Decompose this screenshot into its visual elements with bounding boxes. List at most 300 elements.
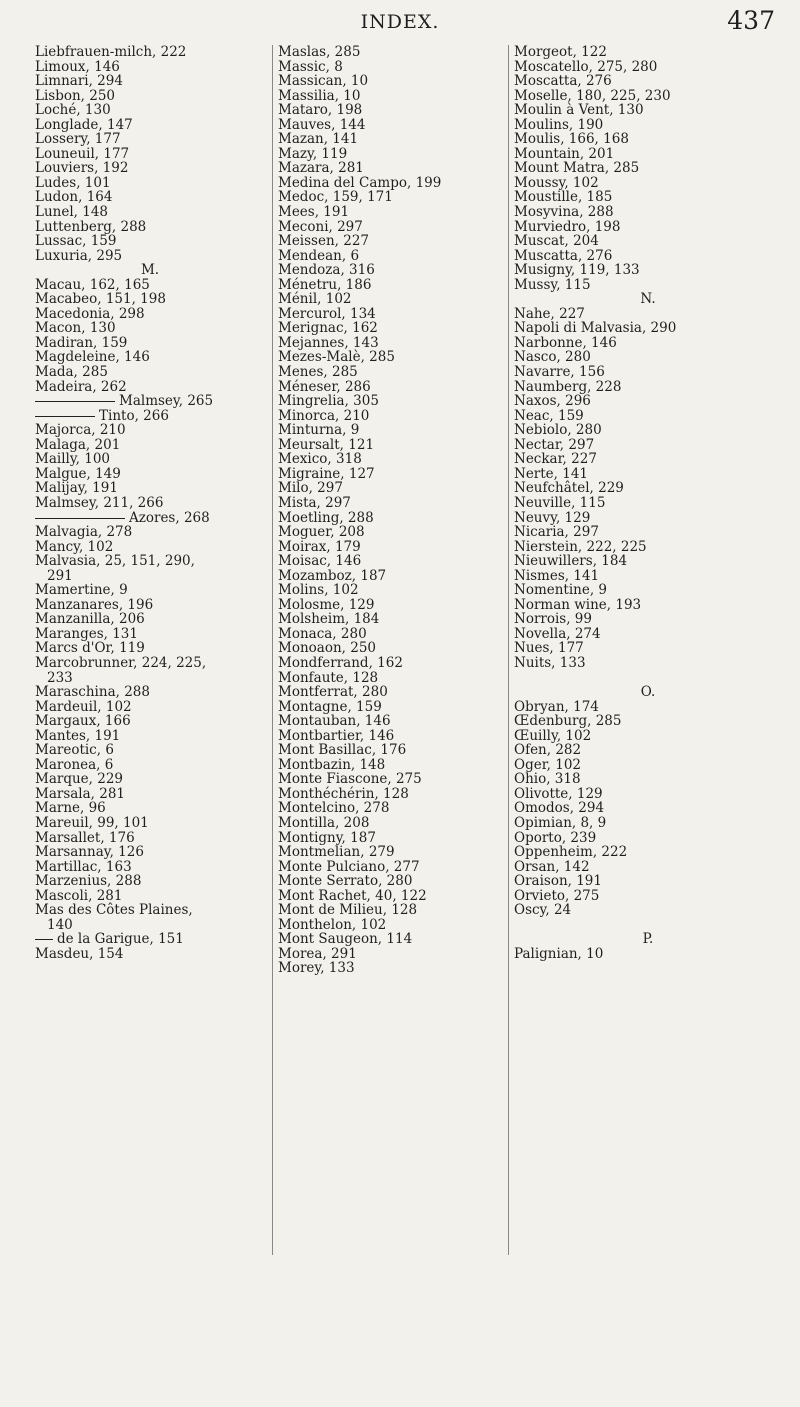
index-entry xyxy=(278,845,516,860)
entry-text: Mareotic, 6 xyxy=(35,742,114,759)
entry-text: Maronea, 6 xyxy=(35,756,114,773)
index-entry xyxy=(35,220,265,235)
index-entry xyxy=(278,307,516,322)
index-entry xyxy=(278,481,516,496)
entry-text: Nebiolo, 280 xyxy=(514,422,602,439)
entry-text: Neac, 159 xyxy=(514,407,584,424)
entry-text: Molsheim, 184 xyxy=(278,611,380,628)
index-entry xyxy=(35,860,265,875)
index-entry xyxy=(35,249,265,264)
index-entry xyxy=(514,409,782,424)
index-entry xyxy=(35,176,265,191)
entry-text: Meissen, 227 xyxy=(278,233,370,250)
entry-text: Muscatta, 276 xyxy=(514,247,613,264)
index-entry xyxy=(514,700,782,715)
entry-text: Ludes, 101 xyxy=(35,174,111,191)
entry-text: Œdenburg, 285 xyxy=(514,713,622,730)
index-entry xyxy=(278,947,516,962)
entry-text: Ofen, 282 xyxy=(514,742,582,759)
entry-text: Marsannay, 126 xyxy=(35,844,144,861)
entry-text: Medoc, 159, 171 xyxy=(278,189,393,206)
entry-text: Monthelon, 102 xyxy=(278,916,387,933)
entry-text: Morea, 291 xyxy=(278,945,357,962)
entry-text: Neckar, 227 xyxy=(514,451,597,468)
index-entry xyxy=(514,947,782,962)
entry-text: Montigny, 187 xyxy=(278,829,376,846)
entry-text: Majorca, 210 xyxy=(35,422,126,439)
ditto-dash xyxy=(35,401,115,402)
entry-text: Montferrat, 280 xyxy=(278,684,388,701)
entry-text: Mista, 297 xyxy=(278,494,351,511)
entry-text: Molosme, 129 xyxy=(278,596,375,613)
entry-text: Moussy, 102 xyxy=(514,174,599,191)
index-entry xyxy=(278,147,516,162)
index-entry xyxy=(278,220,516,235)
entry-text: Oger, 102 xyxy=(514,756,582,773)
index-entry xyxy=(278,423,516,438)
index-entry xyxy=(278,918,516,933)
entry-text: Manzanilla, 206 xyxy=(35,611,145,628)
index-entry xyxy=(35,671,265,686)
index-entry xyxy=(278,583,516,598)
entry-text: Oscy, 24 xyxy=(514,902,572,919)
index-entry xyxy=(514,903,782,918)
entry-text: Olivotte, 129 xyxy=(514,785,603,802)
index-entry xyxy=(514,74,782,89)
index-entry xyxy=(514,45,782,60)
index-entry xyxy=(514,190,782,205)
index-entry xyxy=(35,598,265,613)
index-entry xyxy=(35,511,265,526)
index-entry xyxy=(514,511,782,526)
entry-text: Martillac, 163 xyxy=(35,858,132,875)
index-entry xyxy=(278,234,516,249)
entry-text: Mareuil, 99, 101 xyxy=(35,814,149,831)
entry-text: Neuville, 115 xyxy=(514,494,606,511)
entry-text: Maraschina, 288 xyxy=(35,684,150,701)
entry-text: Mingrelia, 305 xyxy=(278,393,379,410)
index-entry xyxy=(35,496,265,511)
index-entry xyxy=(514,321,782,336)
entry-text: Monaca, 280 xyxy=(278,625,367,642)
index-entry xyxy=(278,685,516,700)
entry-text: Malmsey, 211, 266 xyxy=(35,494,164,511)
index-entry xyxy=(278,554,516,569)
entry-text: Lossery, 177 xyxy=(35,131,121,148)
index-entry xyxy=(35,903,265,918)
index-entry xyxy=(35,190,265,205)
entry-text: Marsala, 281 xyxy=(35,785,126,802)
entry-text: 233 xyxy=(47,669,73,686)
entry-text: Moscatello, 275, 280 xyxy=(514,58,658,75)
entry-text: Manzanares, 196 xyxy=(35,596,154,613)
index-entry xyxy=(35,452,265,467)
index-entry xyxy=(35,132,265,147)
entry-text: Mazan, 141 xyxy=(278,131,359,148)
entry-text: Moustille, 185 xyxy=(514,189,613,206)
index-entry xyxy=(278,932,516,947)
entry-text: Mont Basillac, 176 xyxy=(278,742,407,759)
entry-text: Mamertine, 9 xyxy=(35,582,128,599)
index-entry xyxy=(278,60,516,75)
index-entry xyxy=(278,292,516,307)
index-entry xyxy=(35,714,265,729)
section-letter xyxy=(514,932,782,947)
entry-text: Oppenheim, 222 xyxy=(514,844,628,861)
index-entry xyxy=(514,889,782,904)
entry-text: Marne, 96 xyxy=(35,800,106,817)
entry-text: O. xyxy=(640,684,656,701)
index-column-left xyxy=(35,45,265,961)
index-entry xyxy=(35,161,265,176)
index-entry xyxy=(35,89,265,104)
entry-text: Macabeo, 151, 198 xyxy=(35,291,166,308)
index-entry xyxy=(278,889,516,904)
entry-text: Mejannes, 143 xyxy=(278,334,379,351)
entry-text: Nuits, 133 xyxy=(514,654,586,671)
index-entry xyxy=(278,816,516,831)
index-entry xyxy=(278,263,516,278)
index-entry xyxy=(278,89,516,104)
index-entry xyxy=(35,540,265,555)
entry-text: Narbonne, 146 xyxy=(514,334,617,351)
index-entry xyxy=(35,278,265,293)
ditto-dash xyxy=(35,939,53,940)
entry-text: Masdeu, 154 xyxy=(35,945,124,962)
entry-text: Obryan, 174 xyxy=(514,698,599,715)
entry-text: Nierstein, 222, 225 xyxy=(514,538,647,555)
index-entry xyxy=(35,205,265,220)
entry-text: Montagne, 159 xyxy=(278,698,382,715)
index-entry xyxy=(514,118,782,133)
entry-text: M. xyxy=(140,262,160,279)
index-entry xyxy=(35,365,265,380)
entry-text: Marque, 229 xyxy=(35,771,124,788)
index-entry xyxy=(514,569,782,584)
index-entry xyxy=(35,423,265,438)
entry-text: Louneuil, 177 xyxy=(35,145,130,162)
entry-text: Oraison, 191 xyxy=(514,873,602,890)
index-entry xyxy=(514,380,782,395)
entry-text: Nismes, 141 xyxy=(514,567,600,584)
index-entry xyxy=(514,365,782,380)
entry-text: Mardeuil, 102 xyxy=(35,698,132,715)
index-entry xyxy=(35,380,265,395)
entry-text: Macedonia, 298 xyxy=(35,305,145,322)
section-letter xyxy=(514,685,782,700)
entry-text: Marsallet, 176 xyxy=(35,829,135,846)
index-entry xyxy=(514,278,782,293)
entry-text: Moscatta, 276 xyxy=(514,73,612,90)
index-entry xyxy=(35,583,265,598)
entry-text: Malvasia, 25, 151, 290, xyxy=(35,553,195,570)
entry-text: Mendean, 6 xyxy=(278,247,360,264)
entry-text: Mexico, 318 xyxy=(278,451,362,468)
entry-text: Monfaute, 128 xyxy=(278,669,379,686)
index-entry xyxy=(514,350,782,365)
index-entry xyxy=(514,249,782,264)
spacer xyxy=(514,671,782,686)
entry-text: Tinto, 266 xyxy=(99,407,169,424)
entry-text: Mada, 285 xyxy=(35,364,108,381)
entry-text: Orsan, 142 xyxy=(514,858,590,875)
entry-text: Moulins, 190 xyxy=(514,116,604,133)
entry-text: Opimian, 8, 9 xyxy=(514,814,607,831)
index-entry xyxy=(35,350,265,365)
index-entry xyxy=(278,758,516,773)
entry-text: Ludon, 164 xyxy=(35,189,113,206)
index-entry xyxy=(514,496,782,511)
index-entry xyxy=(514,787,782,802)
index-entry xyxy=(514,758,782,773)
index-entry xyxy=(278,540,516,555)
entry-text: Naumberg, 228 xyxy=(514,378,622,395)
entry-text: de la Garigue, 151 xyxy=(57,931,184,948)
entry-text: Mozamboz, 187 xyxy=(278,567,387,584)
entry-text: Novella, 274 xyxy=(514,625,601,642)
entry-text: Luxuria, 295 xyxy=(35,247,123,264)
index-entry xyxy=(278,961,516,976)
entry-text: Mont Rachet, 40, 122 xyxy=(278,887,427,904)
entry-text: Montauban, 146 xyxy=(278,713,391,730)
entry-text: Murviedro, 198 xyxy=(514,218,621,235)
entry-text: Musigny, 119, 133 xyxy=(514,262,640,279)
index-entry xyxy=(514,656,782,671)
section-letter xyxy=(35,263,265,278)
index-entry xyxy=(35,932,265,947)
entry-text: Malijay, 191 xyxy=(35,480,118,497)
index-entry xyxy=(35,481,265,496)
index-entry xyxy=(278,598,516,613)
entry-text: Orvieto, 275 xyxy=(514,887,600,904)
index-entry xyxy=(514,540,782,555)
index-entry xyxy=(514,161,782,176)
index-entry xyxy=(278,656,516,671)
entry-text: Minturna, 9 xyxy=(278,422,360,439)
entry-text: Moselle, 180, 225, 230 xyxy=(514,87,671,104)
entry-text: Méneser, 286 xyxy=(278,378,371,395)
entry-text: Madiran, 159 xyxy=(35,334,128,351)
entry-text: Malvagia, 278 xyxy=(35,524,133,541)
index-entry xyxy=(35,321,265,336)
entry-text: Migraine, 127 xyxy=(278,465,375,482)
index-entry xyxy=(278,103,516,118)
index-entry xyxy=(514,583,782,598)
ditto-dash xyxy=(35,416,95,417)
index-entry xyxy=(278,714,516,729)
index-entry xyxy=(514,554,782,569)
index-entry xyxy=(278,336,516,351)
index-entry xyxy=(514,641,782,656)
entry-text: Montelcino, 278 xyxy=(278,800,390,817)
index-entry xyxy=(514,147,782,162)
index-entry xyxy=(278,278,516,293)
index-entry xyxy=(278,671,516,686)
entry-text: Meconi, 297 xyxy=(278,218,363,235)
index-entry xyxy=(35,816,265,831)
entry-text: Magdeleine, 146 xyxy=(35,349,150,366)
entry-text: Maslas, 285 xyxy=(278,44,361,60)
entry-text: Moirax, 179 xyxy=(278,538,361,555)
entry-text: Mussy, 115 xyxy=(514,276,591,293)
entry-text: Mees, 191 xyxy=(278,204,350,221)
index-entry xyxy=(35,45,265,60)
entry-text: Macon, 130 xyxy=(35,320,116,337)
index-entry xyxy=(35,889,265,904)
index-entry xyxy=(278,874,516,889)
entry-text: Ménil, 102 xyxy=(278,291,352,308)
index-entry xyxy=(514,220,782,235)
entry-text: Limnari, 294 xyxy=(35,73,123,90)
index-entry xyxy=(35,831,265,846)
index-entry xyxy=(514,816,782,831)
entry-text: Napoli di Malvasia, 290 xyxy=(514,320,677,337)
entry-text: Mendoza, 316 xyxy=(278,262,375,279)
spacer xyxy=(514,918,782,933)
page-title: INDEX. xyxy=(360,11,440,33)
entry-text: Mont de Milieu, 128 xyxy=(278,902,418,919)
entry-text: Navarre, 156 xyxy=(514,364,605,381)
entry-text: Montmelian, 279 xyxy=(278,844,395,861)
entry-text: Neufchâtel, 229 xyxy=(514,480,624,497)
entry-text: Madeira, 262 xyxy=(35,378,127,395)
entry-text: Massican, 10 xyxy=(278,73,369,90)
entry-text: Maranges, 131 xyxy=(35,625,138,642)
index-entry xyxy=(278,831,516,846)
index-entry xyxy=(514,729,782,744)
entry-text: Mount Matra, 285 xyxy=(514,160,640,177)
index-entry xyxy=(278,569,516,584)
index-entry xyxy=(514,307,782,322)
entry-text: Mancy, 102 xyxy=(35,538,114,555)
index-entry xyxy=(278,787,516,802)
index-entry xyxy=(514,801,782,816)
index-entry xyxy=(514,860,782,875)
entry-text: Medina del Campo, 199 xyxy=(278,174,442,191)
entry-text: Luttenberg, 288 xyxy=(35,218,147,235)
entry-text: Mazara, 281 xyxy=(278,160,364,177)
entry-text: Monte Fiascone, 275 xyxy=(278,771,422,788)
entry-text: Limoux, 146 xyxy=(35,58,120,75)
entry-text: Mauves, 144 xyxy=(278,116,366,133)
entry-text: Mountain, 201 xyxy=(514,145,615,162)
index-entry xyxy=(278,190,516,205)
entry-text: Malmsey, 265 xyxy=(119,393,214,410)
entry-text: Mont Saugeon, 114 xyxy=(278,931,413,948)
entry-text: Mazy, 119 xyxy=(278,145,348,162)
index-entry xyxy=(278,45,516,60)
index-entry xyxy=(514,467,782,482)
index-entry xyxy=(278,365,516,380)
index-entry xyxy=(35,394,265,409)
entry-text: Œuilly, 102 xyxy=(514,727,592,744)
entry-text: Longlade, 147 xyxy=(35,116,133,133)
entry-text: Massic, 8 xyxy=(278,58,343,75)
index-entry xyxy=(35,147,265,162)
entry-text: 140 xyxy=(47,916,73,933)
entry-text: Norrois, 99 xyxy=(514,611,592,628)
index-entry xyxy=(35,438,265,453)
index-entry xyxy=(278,205,516,220)
index-entry xyxy=(35,758,265,773)
index-entry xyxy=(514,845,782,860)
index-entry xyxy=(278,132,516,147)
entry-text: Muscat, 204 xyxy=(514,233,599,250)
entry-text: Ohio, 318 xyxy=(514,771,581,788)
index-entry xyxy=(514,263,782,278)
entry-text: Liebfrauen-milch, 222 xyxy=(35,44,187,60)
index-entry xyxy=(278,74,516,89)
index-entry xyxy=(514,336,782,351)
index-entry xyxy=(278,496,516,511)
entry-text: Montbazin, 148 xyxy=(278,756,386,773)
entry-text: Morgeot, 122 xyxy=(514,44,607,60)
index-entry xyxy=(35,627,265,642)
index-entry xyxy=(514,714,782,729)
index-entry xyxy=(514,438,782,453)
index-entry xyxy=(35,467,265,482)
entry-text: Mosyvina, 288 xyxy=(514,204,614,221)
index-entry xyxy=(35,118,265,133)
index-entry xyxy=(514,612,782,627)
index-entry xyxy=(278,801,516,816)
index-entry xyxy=(514,481,782,496)
entry-text: Omodos, 294 xyxy=(514,800,605,817)
entry-text: Montbartier, 146 xyxy=(278,727,395,744)
index-entry xyxy=(278,438,516,453)
entry-text: Nicaria, 297 xyxy=(514,524,599,541)
entry-text: Moisac, 146 xyxy=(278,553,362,570)
index-entry xyxy=(278,860,516,875)
entry-text: Minorca, 210 xyxy=(278,407,370,424)
index-entry xyxy=(514,103,782,118)
index-entry xyxy=(514,874,782,889)
ditto-dash xyxy=(35,518,125,519)
entry-text: Molins, 102 xyxy=(278,582,359,599)
entry-text: Ménetru, 186 xyxy=(278,276,372,293)
entry-text: Milo, 297 xyxy=(278,480,343,497)
index-entry xyxy=(514,525,782,540)
index-entry xyxy=(35,947,265,962)
entry-text: Mataro, 198 xyxy=(278,102,363,119)
index-entry xyxy=(278,350,516,365)
index-entry xyxy=(514,627,782,642)
index-entry xyxy=(278,700,516,715)
index-entry xyxy=(35,685,265,700)
entry-text: Moulis, 166, 168 xyxy=(514,131,629,148)
index-entry xyxy=(278,409,516,424)
entry-text: Moetling, 288 xyxy=(278,509,374,526)
entry-text: Mantes, 191 xyxy=(35,727,121,744)
index-entry xyxy=(514,205,782,220)
index-entry xyxy=(514,831,782,846)
entry-text: Moulin à Vent, 130 xyxy=(514,102,644,119)
entry-text: Malgue, 149 xyxy=(35,465,121,482)
entry-text: Nues, 177 xyxy=(514,640,584,657)
index-entry xyxy=(278,743,516,758)
index-entry xyxy=(278,118,516,133)
entry-text: Nectar, 297 xyxy=(514,436,595,453)
index-entry xyxy=(35,700,265,715)
index-entry xyxy=(514,394,782,409)
index-entry xyxy=(35,74,265,89)
entry-text: Lisbon, 250 xyxy=(35,87,116,104)
entry-text: Monte Serrato, 280 xyxy=(278,873,413,890)
index-entry xyxy=(35,569,265,584)
index-entry xyxy=(35,772,265,787)
index-entry xyxy=(35,525,265,540)
index-entry xyxy=(35,292,265,307)
